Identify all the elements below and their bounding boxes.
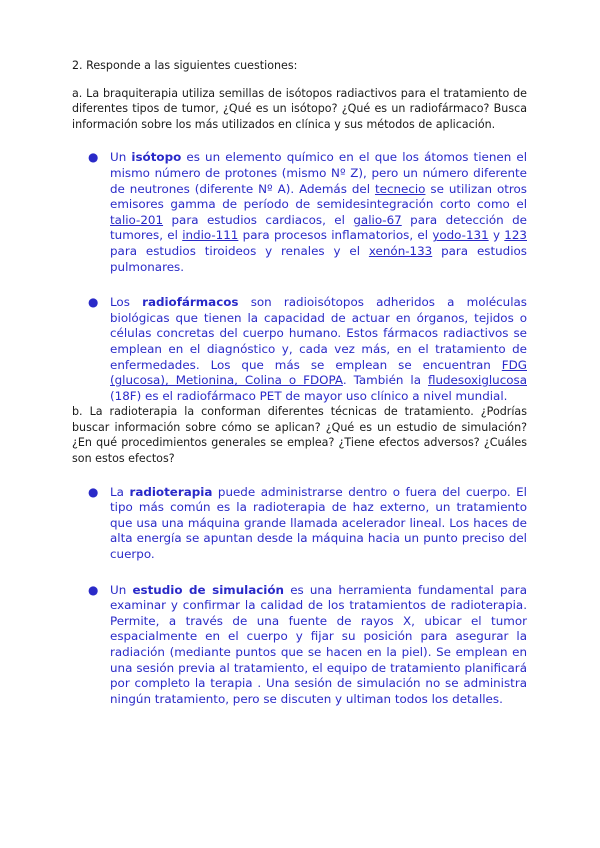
answer-a-list [72, 150, 527, 404]
question-a: a. La braquiterapia utiliza semillas de isótopos radiactivos para el tratamiento de diferentes tipos de tumor, ¿Qué es un isótopo? ¿Qué es un radiofármaco? Busca información sobre los más utilizados en clínica y sus métodos de aplicación. [72, 86, 527, 131]
link-tecnecio[interactable]: tecnecio [374, 181, 426, 196]
term-isotopo: isótopo [131, 150, 182, 165]
answer-simulacion: ● Un estudio de simulación es una herramienta fundamental para examinar y confirmar la calidad de los tratamientos de radioterapia. Permite, a través de una fuente de rayos X, ubicar el tumor espacialmente en el cuerpo y fijar su posición para asegurar la radiación (mediante puntos que se hacen en la piel). Se emplean en una sesión previa al tratamiento, el equipo de tratamiento planificará por completo la terapia . Una sesión de simulación no se administra ningún tratamiento, pero se discuten y ultiman todos los detalles. [88, 582, 527, 706]
answer-b-list [72, 485, 527, 708]
bullet-icon: ● [88, 150, 99, 165]
link-galio-67[interactable]: galio-67 [353, 212, 402, 227]
bullet-icon: ● [88, 582, 99, 597]
answer-radioterapia: ● La radioterapia puede administrarse dentro o fuera del cuerpo. El tipo más común es la radioterapia de haz externo, un tratamiento que usa una máquina grande llamada acelerador lineal. Los haces de alta energía se apuntan desde la máquina hacia un punto preciso del cuerpo. [88, 484, 527, 562]
document-page [72, 58, 527, 707]
link-talio-201[interactable]: talio-201 [110, 212, 164, 227]
link-indio-111[interactable]: indio-111 [182, 228, 239, 243]
link-yodo-131[interactable]: yodo-131 [432, 228, 489, 243]
link-fludesoxiglucosa[interactable]: fludesoxiglucosa [427, 373, 527, 388]
bullet-icon: ● [88, 484, 99, 499]
bullet-icon: ● [88, 295, 99, 310]
link-xenon-133[interactable]: xenón-133 [368, 243, 433, 258]
term-radioterapia: radioterapia [129, 484, 213, 499]
question-b: b. La radioterapia la conforman diferentes técnicas de tratamiento. ¿Podrías buscar información sobre cómo se aplican? ¿Qué es un estudio de simulación? ¿En qué procedimientos generales se emplea? ¿Tiene efectos adversos? ¿Cuáles son estos efectos? [72, 405, 527, 466]
link-fdg-list[interactable]: FDG (glucosa), Metionina, Colina o FDOPA [110, 357, 527, 388]
section-heading: 2. Responde a las siguientes cuestiones: [72, 59, 298, 72]
answer-isotopo: ● Un isótopo es un elemento químico en el que los átomos tienen el mismo número de protones (mismo Nº Z), pero un número diferente de neutrones (diferente Nº A). Además del tecnecio se utilizan otros emisores gamma de período de semidesintegración corto como el talio-201 para estudios cardiacos, el galio-67 para detección de tumores, el indio-111 para procesos inflamatorios, el yodo-131 y 123 para estudios tiroideos y renales y el xenón-133 para estudios pulmonares. [88, 150, 527, 274]
term-estudio-simulacion: estudio de simulación [132, 582, 285, 597]
link-123[interactable]: 123 [504, 228, 527, 243]
term-radiofarmacos: radiofármacos [142, 295, 239, 310]
answer-radiofarmacos: ● Los radiofármacos son radioisótopos adheridos a moléculas biológicas que tienen la capacidad de actuar en órganos, tejidos o células concretas del cuerpo humano. Estos fármacos radiactivos se emplean en el diagnóstico y, cada vez más, en el tratamiento de enfermedades. Los que más se emplean se encuentran FDG (glucosa), Metionina, Colina o FDOPA. También la fludesoxiglucosa (18F) es el radiofármaco PET de mayor uso clínico a nivel mundial. [88, 295, 527, 403]
